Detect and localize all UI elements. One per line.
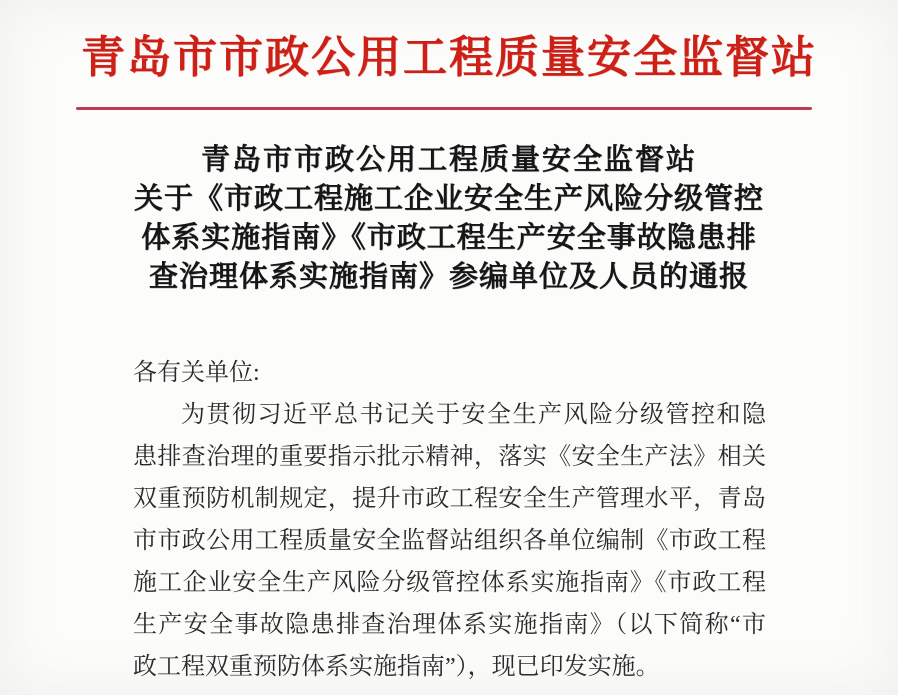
document-body bbox=[133, 352, 766, 688]
document-title bbox=[0, 141, 898, 297]
title-line-1: 青岛市市政公用工程质量安全监督站 bbox=[200, 144, 697, 176]
title-line-2: 关于《市政工程施工企业安全生产风险分级管控 bbox=[133, 183, 764, 215]
title-line-4: 查治理体系实施指南》参编单位及人员的通报 bbox=[148, 261, 749, 293]
body-line: 市市政公用工程质量安全监督站组织各单位编制《市政工程 bbox=[133, 528, 766, 554]
body-line: 生产安全事故隐患排查治理体系实施指南》（以下简称“市 bbox=[133, 612, 766, 638]
title-line-3: 体系实施指南》《市政工程生产安全事故隐患排 bbox=[141, 222, 757, 254]
body-line: 政工程双重预防体系实施指南”），现已印发实施。 bbox=[133, 654, 660, 680]
body-line: 施工企业安全生产风险分级管控体系实施指南》《市政工程 bbox=[133, 570, 766, 596]
letterhead-divider-rule bbox=[76, 107, 812, 110]
body-line: 双重预防机制规定，提升市政工程安全生产管理水平，青岛 bbox=[133, 486, 766, 512]
body-line: 为贯彻习近平总书记关于安全生产风险分级管控和隐 bbox=[181, 402, 766, 428]
letterhead-org-name: 青岛市市政公用工程质量安全监督站 bbox=[81, 33, 817, 82]
body-line: 患排查治理的重要指示批示精神，落实《安全生产法》相关 bbox=[133, 444, 766, 470]
salutation: 各有关单位: bbox=[133, 360, 260, 386]
